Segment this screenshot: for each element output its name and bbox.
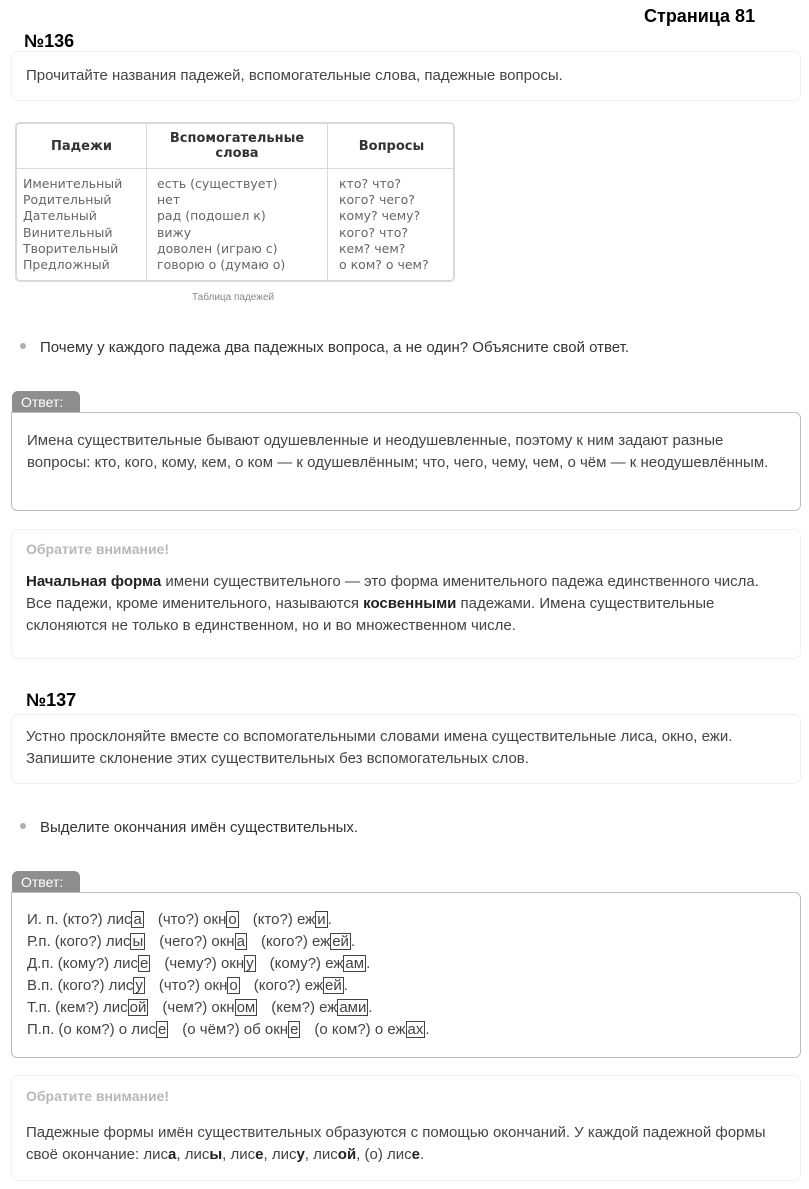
ending-box: ей — [325, 977, 342, 994]
table-helper: вижу — [157, 224, 192, 240]
table-question: кому? чему? — [339, 208, 421, 224]
ending-box: ом — [236, 999, 256, 1016]
task-136-instruction-card — [12, 52, 800, 100]
table-case: Винительный — [23, 224, 113, 240]
declension-text: (кого?) еж — [260, 933, 331, 950]
table-cases-column — [23, 176, 122, 273]
page-number: Страница 81 — [644, 6, 756, 26]
table-helper: доволен (играю с) — [157, 240, 278, 256]
form-ending: ой — [337, 1146, 357, 1163]
declension-text: . — [350, 933, 356, 950]
table-caption: Таблица падежей — [192, 292, 275, 303]
declension-text: (чем?) окн — [162, 999, 235, 1016]
task-137-title: №137 — [26, 690, 77, 710]
declension-row — [27, 997, 785, 1019]
declension-text: . — [343, 977, 348, 994]
declension-row — [27, 1019, 785, 1041]
table-helper: рад (подошел к) — [157, 208, 266, 224]
declension-text: (кого?) еж — [253, 977, 323, 994]
form-separator: , — [263, 1146, 272, 1163]
form-separator: , — [176, 1146, 185, 1163]
form-stem: (о) лис — [364, 1146, 412, 1163]
table-helper: есть (существует) — [157, 176, 278, 191]
task-137-question-text: Выделите окончания имён существительных. — [40, 819, 359, 836]
task-136-note-card — [12, 530, 800, 658]
task-136-instruction: Прочитайте названия падежей, вспомогательные слова, падежные вопросы. — [26, 67, 563, 84]
table-header-questions: Вопросы — [358, 138, 425, 154]
task-136-question-text: Почему у каждого падежа два падежных вопроса, а не один? Объясните свой ответ. — [40, 339, 630, 356]
declension-row — [27, 953, 785, 975]
declension-row — [27, 931, 785, 953]
table-case: Родительный — [23, 192, 112, 208]
form-stem: лис — [230, 1146, 256, 1163]
ending-box: ами — [339, 999, 367, 1016]
task-136-answer-box — [11, 412, 801, 511]
ending-box: ы — [132, 933, 144, 950]
form-ending: у — [296, 1146, 305, 1163]
declension-text: Т.п. (кем?) лис — [27, 999, 128, 1016]
bullet-dot-icon — [20, 823, 26, 829]
note-intro: Падежные формы имён существительных образуются с помощью окончаний. У каждой падежной формы своё окончание: — [26, 1124, 766, 1163]
task-136-title: №136 — [24, 31, 75, 51]
declension-text: П.п. (о ком?) о лис — [27, 1021, 156, 1038]
declension-text: . — [366, 955, 371, 972]
ending-box: а — [236, 933, 245, 950]
ending-box: ей — [332, 933, 349, 950]
table-case: Предложный — [23, 257, 110, 273]
form-separator: . — [420, 1146, 425, 1163]
declension-text: . — [368, 999, 373, 1016]
ending-box: о — [228, 911, 237, 928]
declension-text: (чему?) окн — [164, 955, 245, 972]
table-question: кто? что? — [339, 176, 402, 191]
ending-box: ой — [129, 999, 147, 1016]
declension-text: (кем?) еж — [271, 999, 338, 1016]
form-ending: е — [255, 1146, 264, 1163]
task-136-question — [20, 339, 629, 356]
task-137-note-title: Обратите внимание! — [26, 1088, 170, 1104]
form-separator: , — [356, 1146, 365, 1163]
declension-text: (что?) окн — [158, 977, 228, 994]
declension-text: (о чём?) об окн — [182, 1021, 289, 1038]
form-stem: лис — [271, 1146, 297, 1163]
ending-box: ах — [407, 1021, 424, 1038]
ending-box: е — [157, 1021, 167, 1038]
form-ending: ы — [209, 1146, 223, 1163]
note-text-part: падежами. Имена существительные склоняются не только в единственном, но и во множественном числе. — [26, 595, 715, 634]
declension-text: Р.п. (кого?) лис — [27, 933, 131, 950]
task-136-note-title: Обратите внимание! — [26, 541, 170, 557]
declension-text: (о ком?) о еж — [314, 1021, 406, 1038]
table-header-divider — [17, 168, 453, 169]
declension-row — [27, 909, 785, 931]
form-ending: а — [168, 1146, 177, 1163]
term-oblique: косвенными — [363, 595, 457, 612]
task-137-instruction: Устно просклоняйте вместе со вспомогательными словами имена существительные лиса, окно, ежи. Запишите склонение этих существительных без вспомогательных слов. — [26, 728, 733, 767]
declension-text: . — [425, 1021, 430, 1038]
table-question: кого? что? — [339, 224, 408, 240]
ending-box: е — [290, 1021, 299, 1038]
note-text-part: имени существительного — это форма именительного падежа единственного числа. Все падежи, кроме именительного, называются — [26, 573, 759, 612]
ending-box: а — [133, 911, 142, 928]
ending-box: у — [246, 955, 254, 972]
ending-box: е — [139, 955, 149, 972]
table-helper: нет — [157, 192, 181, 208]
bullet-dot-icon — [20, 343, 26, 349]
table-questions-column — [339, 176, 429, 273]
table-question: кем? чем? — [339, 240, 406, 256]
table-case: Дательный — [23, 208, 97, 224]
declension-text: (кому?) еж — [269, 955, 344, 972]
ending-box: ам — [345, 955, 365, 972]
task-136-note-text — [26, 571, 786, 637]
task-136-answer-label: Ответ: — [12, 391, 80, 413]
declension-text: (что?) окн — [157, 911, 227, 928]
cases-table — [15, 122, 455, 282]
task-136-answer: Имена существительные бывают одушевленные и неодушевленные, поэтому к ним задают разные вопросы: кто, кого, кому, кем, о ком — к одушевлённым; что, чего, чему, чем, о чём — к неодушевлённым. — [27, 432, 769, 471]
ending-box: и — [317, 911, 326, 928]
declension-text: Д.п. (кому?) лис — [27, 955, 138, 972]
table-helper: говорю о (думаю о) — [157, 257, 286, 273]
task-137-note-text — [26, 1122, 786, 1166]
task-137-instruction-card — [12, 715, 800, 783]
table-question: о ком? о чем? — [339, 257, 429, 273]
form-separator: , — [222, 1146, 231, 1163]
table-question: кого? чего? — [339, 192, 415, 208]
ending-box: о — [229, 977, 238, 994]
declension-text: И. п. (кто?) лис — [27, 911, 132, 928]
form-separator: , — [304, 1146, 314, 1163]
declension-list — [27, 909, 785, 1041]
task-137-answer-box — [11, 892, 801, 1058]
form-stem: лис — [313, 1146, 338, 1163]
declension-text: . — [327, 911, 332, 928]
declension-row — [27, 975, 785, 997]
table-case: Творительный — [23, 240, 119, 256]
task-137-question — [20, 819, 358, 836]
table-case: Именительный — [23, 176, 123, 191]
table-helpers-column — [157, 176, 285, 273]
declension-text: В.п. (кого?) лис — [27, 977, 134, 994]
form-ending: е — [411, 1146, 420, 1163]
declension-text: (кто?) еж — [252, 911, 316, 928]
task-137-answer-label: Ответ: — [12, 871, 80, 893]
table-header-cases: Падежи — [50, 138, 112, 154]
form-stem: лис — [184, 1146, 210, 1163]
declension-text: (чего?) окн — [159, 933, 235, 950]
task-137-note-card — [12, 1076, 800, 1180]
ending-box: у — [135, 977, 143, 994]
form-stem: лис — [143, 1146, 168, 1163]
term-initial-form: Начальная форма — [26, 573, 162, 590]
table-header-helpers: Вспомогательные слова — [169, 131, 305, 161]
